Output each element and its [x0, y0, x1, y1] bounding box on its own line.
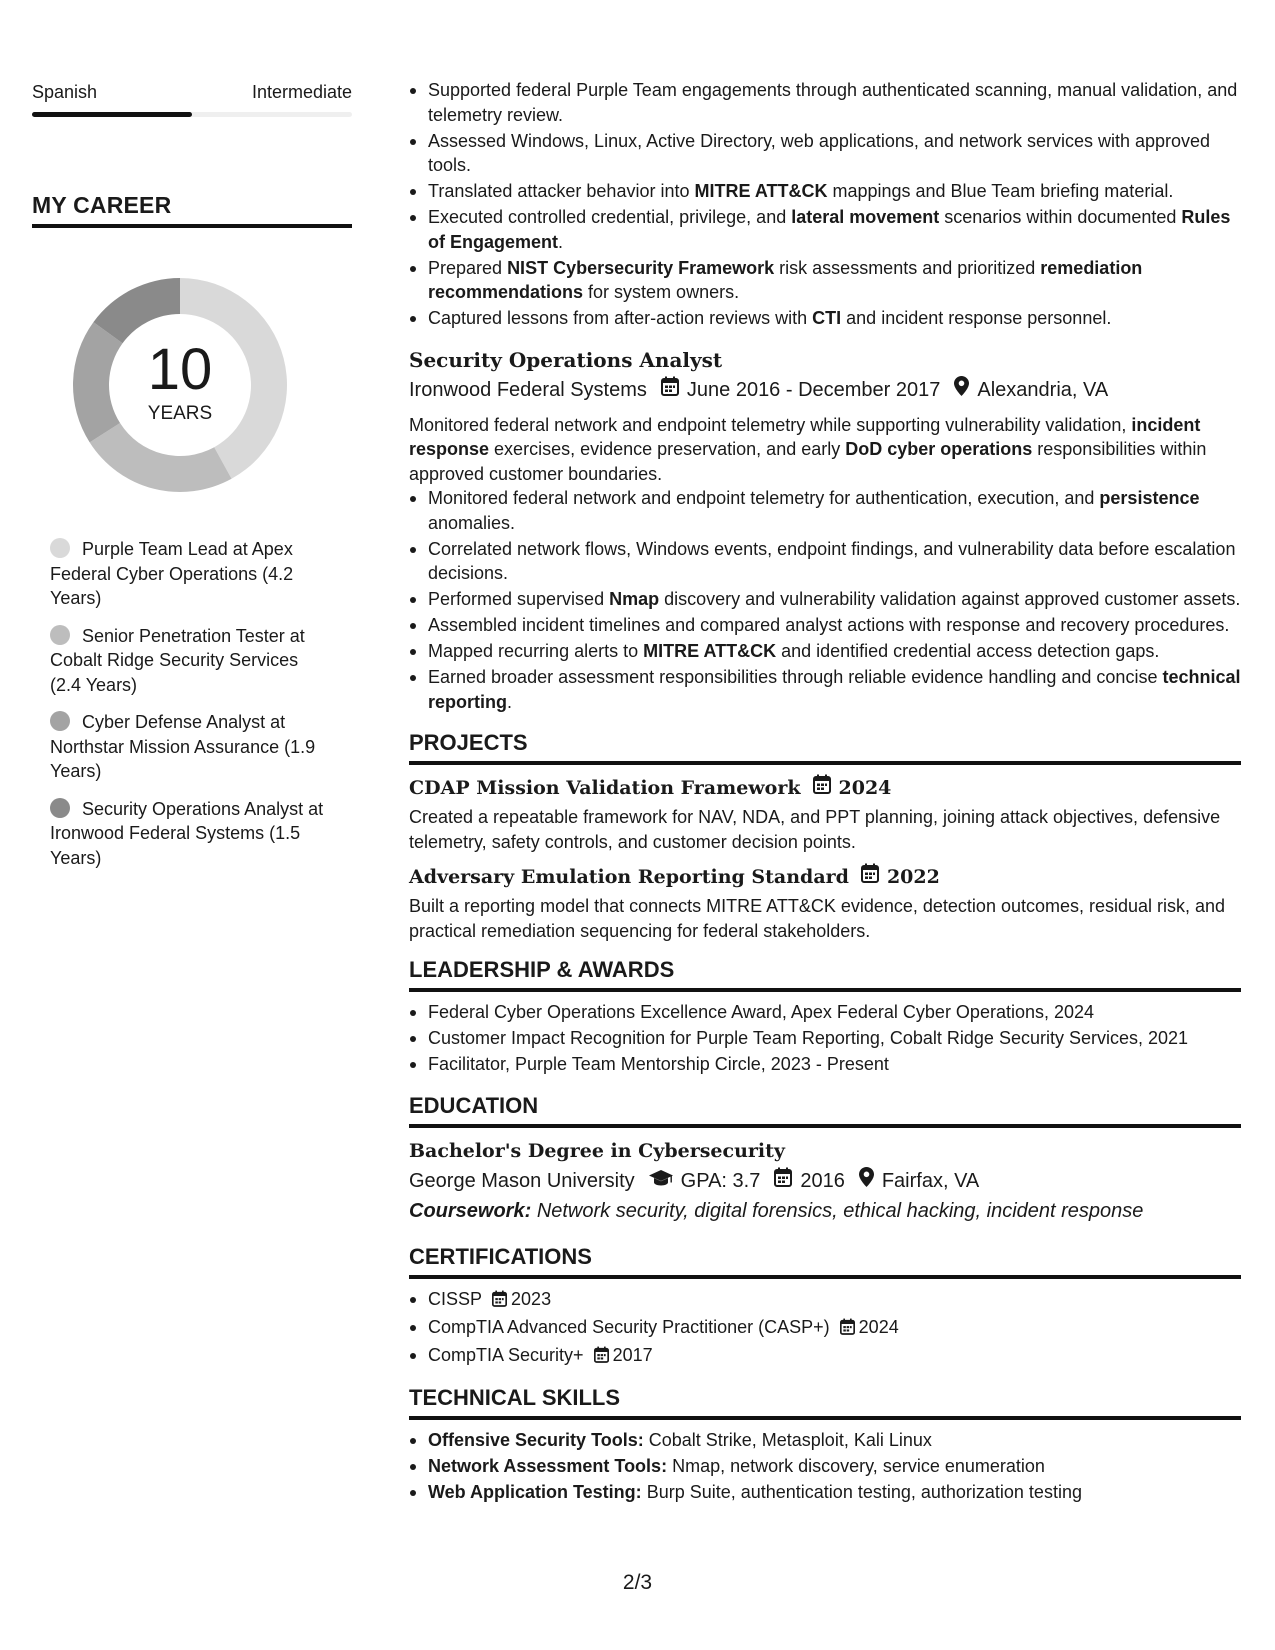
legend-item — [50, 710, 330, 784]
legend-dot — [50, 798, 70, 818]
skills-heading: TECHNICAL SKILLS — [409, 1385, 1241, 1420]
skill-label: Web Application Testing: — [428, 1482, 642, 1502]
legend-label: Purple Team Lead at Apex Federal Cyber Operations (4.2 Years) — [50, 539, 294, 608]
leadership-heading: LEADERSHIP & AWARDS — [409, 957, 1241, 992]
language-level: Intermediate — [251, 81, 352, 102]
coursework-label: Coursework: — [409, 1199, 532, 1222]
language-name: Spanish — [32, 81, 98, 102]
experience-bullet: Performed supervised Nmap discovery and vulnerability validation against approved customer assets. — [409, 587, 1241, 612]
sidebar — [32, 78, 352, 883]
award-item: Federal Cyber Operations Excellence Award, Apex Federal Cyber Operations, 2024 — [409, 1000, 1241, 1025]
total-years-unit: YEARS — [147, 403, 213, 424]
skill-value: Burp Suite, authentication testing, authorization testing — [646, 1482, 1082, 1502]
job-company: Ironwood Federal Systems — [409, 378, 647, 401]
skill-value: Cobalt Strike, Metasploit, Kali Linux — [648, 1430, 932, 1450]
project-title: Adversary Emulation Reporting Standard — [409, 866, 849, 888]
certifications-list — [409, 1287, 1241, 1370]
experience-bullet: Earned broader assessment responsibilities through reliable evidence handling and concise technical reporting. — [409, 665, 1241, 714]
calendar-icon — [840, 1317, 855, 1342]
career-donut-chart — [65, 270, 295, 500]
legend-label: Security Operations Analyst at Ironwood Federal Systems (1.5 Years) — [50, 798, 324, 868]
total-years-number: 10 — [147, 337, 213, 402]
experience-bullet: Captured lessons from after-action reviews with CTI and incident response personnel. — [409, 306, 1241, 331]
calendar-icon — [661, 375, 679, 405]
page-number: 2/3 — [622, 1571, 653, 1594]
location-pin-icon — [859, 1166, 874, 1196]
skill-value: Nmap, network discovery, service enumeration — [672, 1456, 1045, 1476]
career-heading: MY CAREER — [32, 192, 352, 228]
legend-label: Senior Penetration Tester at Cobalt Ridge Security Services (2.4 Years) — [50, 625, 305, 695]
graduation-cap-icon — [649, 1166, 673, 1196]
certification-year: 2023 — [511, 1288, 552, 1309]
job-bullets — [409, 486, 1241, 714]
project-title-row — [409, 773, 1241, 803]
legend-item — [50, 797, 330, 871]
legend-dot — [50, 625, 70, 645]
certification-name: CompTIA Advanced Security Practitioner (CASP+) — [428, 1316, 830, 1337]
legend-dot — [50, 711, 70, 731]
skill-item — [409, 1428, 1241, 1453]
skills-list — [409, 1428, 1241, 1505]
project-title-row — [409, 862, 1241, 892]
calendar-icon — [861, 862, 879, 892]
career-legend — [50, 537, 330, 870]
skill-item — [409, 1480, 1241, 1505]
coursework — [409, 1196, 1241, 1226]
legend-dot — [50, 538, 70, 558]
calendar-icon — [774, 1166, 792, 1196]
project-year: 2024 — [838, 777, 892, 799]
legend-item — [50, 624, 330, 698]
school-name: George Mason University — [409, 1169, 635, 1192]
calendar-icon — [594, 1345, 609, 1370]
experience-bullet: Supported federal Purple Team engagements through authenticated scanning, manual validation, and telemetry review. — [409, 78, 1241, 127]
certification-name: CompTIA Security+ — [428, 1344, 584, 1365]
education-heading: EDUCATION — [409, 1093, 1241, 1128]
experience-bullet: Mapped recurring alerts to MITRE ATT&CK and identified credential access detection gaps. — [409, 639, 1241, 664]
language-row — [32, 78, 352, 106]
school-location: Fairfax, VA — [881, 1169, 980, 1192]
certification-year: 2017 — [612, 1344, 653, 1365]
coursework-text: Network security, digital forensics, ethical hacking, incident response — [536, 1199, 1144, 1222]
experience-bullet: Monitored federal network and endpoint telemetry for authentication, execution, and persistence anomalies. — [409, 486, 1241, 535]
certification-name: CISSP — [428, 1288, 483, 1309]
job-title: Security Operations Analyst — [409, 347, 723, 372]
job-dates: June 2016 - December 2017 — [686, 378, 941, 401]
experience-bullet: Prepared NIST Cybersecurity Framework risk assessments and prioritized remediation recommendations for system owners. — [409, 256, 1241, 305]
award-item: Customer Impact Recognition for Purple Team Reporting, Cobalt Ridge Security Services, 2021 — [409, 1026, 1241, 1051]
projects-heading: PROJECTS — [409, 730, 1241, 765]
skill-label: Offensive Security Tools: — [428, 1430, 644, 1450]
project-title: CDAP Mission Validation Framework — [409, 777, 801, 799]
skill-item — [409, 1454, 1241, 1479]
certification-item — [409, 1315, 1241, 1342]
experience-bullet: Correlated network flows, Windows events, endpoint findings, and vulnerability data before escalation decisions. — [409, 537, 1241, 586]
certification-item — [409, 1287, 1241, 1314]
leadership-list — [409, 1000, 1241, 1077]
gpa: GPA: 3.7 — [680, 1169, 761, 1192]
certification-year: 2024 — [858, 1316, 899, 1337]
job-location: Alexandria, VA — [977, 378, 1109, 401]
projects-list — [409, 773, 1241, 943]
calendar-icon — [492, 1289, 507, 1314]
degree-title: Bachelor's Degree in Cybersecurity — [409, 1139, 785, 1162]
job-meta — [409, 375, 1241, 405]
job-summary: Monitored federal network and endpoint telemetry while supporting vulnerability validation, incident response exercises, evidence preservation, and early DoD cyber operations responsibilities within approved customer boundaries. — [409, 414, 1207, 484]
project-year: 2022 — [886, 866, 940, 888]
certification-item — [409, 1343, 1241, 1370]
experience-bullet: Translated attacker behavior into MITRE ATT&CK mappings and Blue Team briefing material. — [409, 179, 1241, 204]
certifications-heading: CERTIFICATIONS — [409, 1244, 1241, 1279]
main-column — [409, 78, 1241, 1506]
project-description: Created a repeatable framework for NAV, NDA, and PPT planning, joining attack objectives, defensive telemetry, safety controls, and customer decision points. — [409, 807, 1221, 852]
graduation-year: 2016 — [800, 1169, 845, 1192]
skill-label: Network Assessment Tools: — [428, 1456, 668, 1476]
language-proficiency-fill — [32, 112, 192, 117]
location-pin-icon — [954, 375, 969, 405]
award-item: Facilitator, Purple Team Mentorship Circle, 2023 - Present — [409, 1052, 1241, 1077]
education-meta — [409, 1166, 1241, 1196]
language-proficiency-bar — [32, 112, 352, 117]
previous-job-bullets — [409, 78, 1241, 331]
experience-bullet: Assembled incident timelines and compared analyst actions with response and recovery procedures. — [409, 613, 1241, 638]
donut-center — [65, 270, 295, 500]
project-description: Built a reporting model that connects MITRE ATT&CK evidence, detection outcomes, residual risk, and practical remediation sequencing for federal stakeholders. — [409, 896, 1226, 941]
experience-bullet: Executed controlled credential, privilege, and lateral movement scenarios within documented Rules of Engagement. — [409, 205, 1241, 254]
experience-bullet: Assessed Windows, Linux, Active Directory, web applications, and network services with approved tools. — [409, 129, 1241, 178]
legend-item — [50, 537, 330, 611]
legend-label: Cyber Defense Analyst at Northstar Mission Assurance (1.9 Years) — [50, 712, 316, 781]
calendar-icon — [813, 773, 831, 803]
